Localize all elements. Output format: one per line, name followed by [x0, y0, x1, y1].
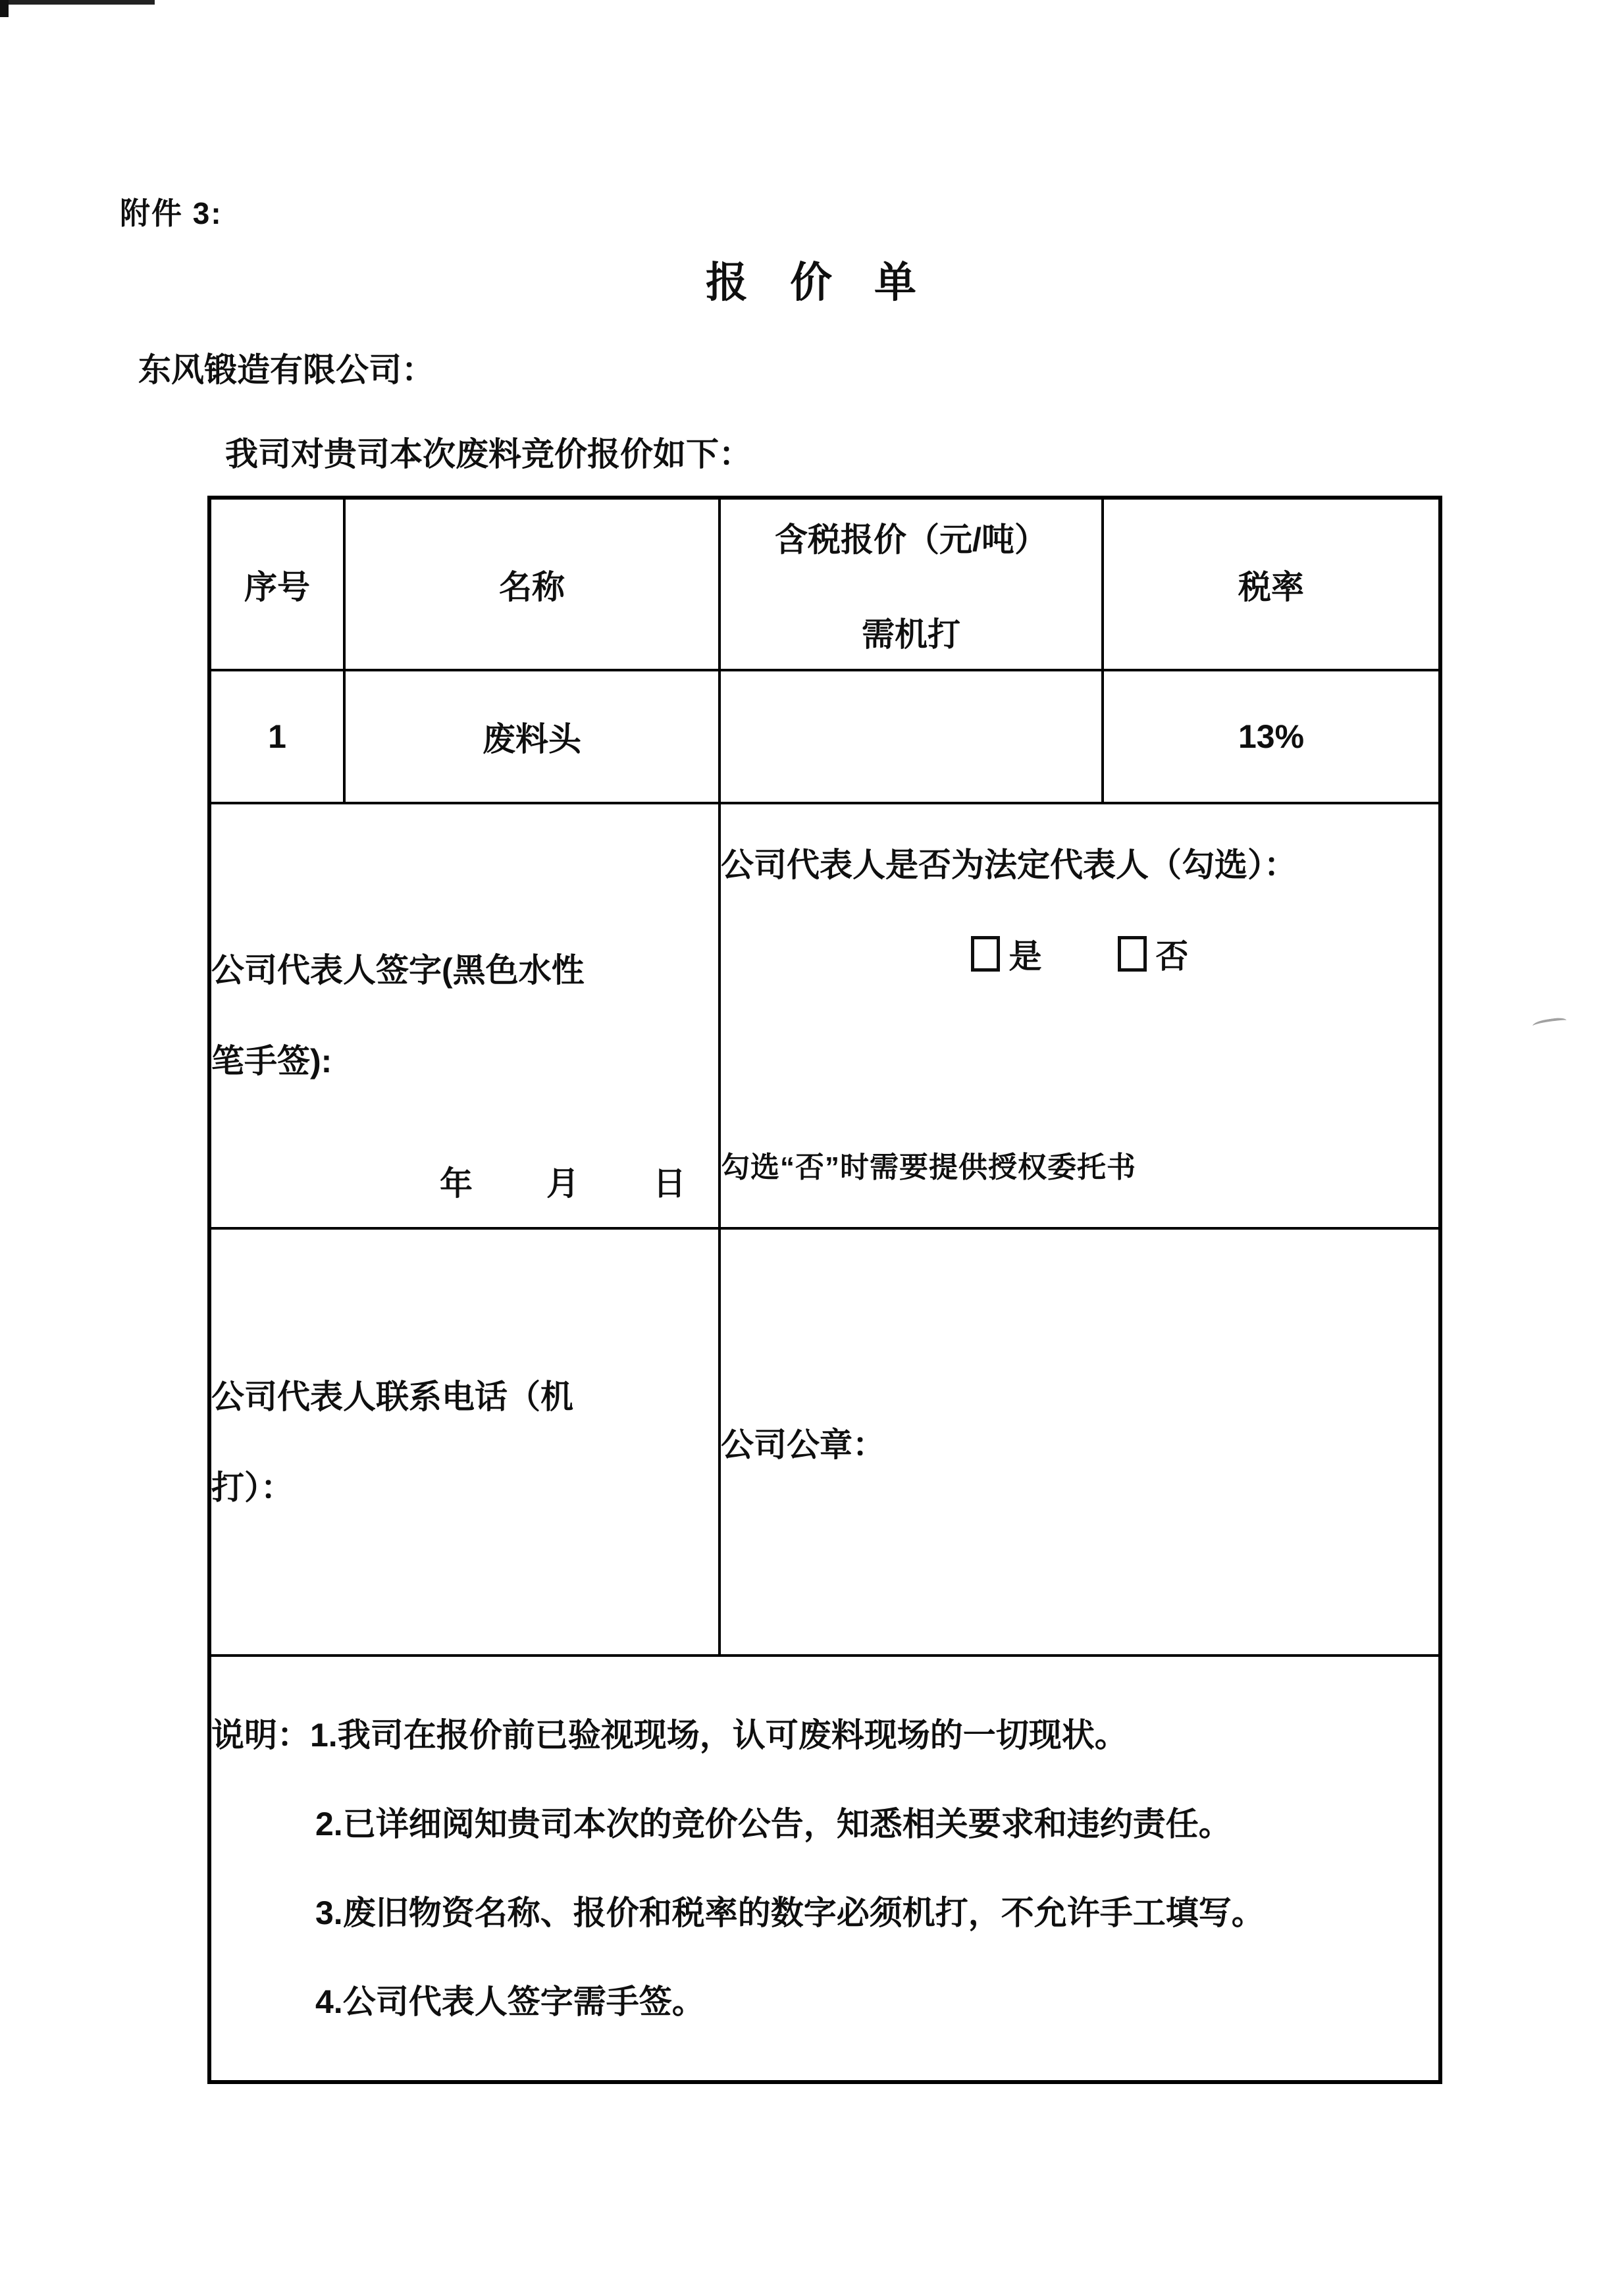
note-line-1: [211, 1691, 1438, 1780]
cell-tax-rate: 13%: [1103, 670, 1440, 803]
header-tax-rate: 税率: [1103, 498, 1440, 670]
checkbox-option-yes[interactable]: [971, 930, 1042, 978]
legal-rep-cell: [719, 803, 1440, 1228]
checkbox-yes-label: 是: [1008, 938, 1042, 975]
phone-cell: [209, 1228, 719, 1656]
signature-label-line1: 公司代表人签字(黑色水性: [211, 952, 585, 989]
intro-line: 我司对贵司本次废料竞价报价如下：: [225, 436, 752, 473]
cell-name: 废料头: [344, 670, 719, 803]
legal-rep-options: [721, 930, 1438, 978]
notes-label: 说明：: [211, 1716, 310, 1754]
phone-label-line1: 公司代表人联系电话（机: [211, 1378, 573, 1415]
checkbox-yes-box[interactable]: [971, 936, 1000, 972]
phone-seal-row: [209, 1228, 1440, 1656]
checkbox-no-label: 否: [1155, 938, 1189, 975]
addressee-line: 东风锻造有限公司：: [138, 352, 434, 388]
date-line: 年 月 日: [440, 1165, 689, 1202]
note-line-4: [315, 1958, 1438, 2047]
note-item-2: 2.已详细阅知贵司本次的竞价公告，知悉相关要求和违约责任。: [315, 1805, 1232, 1842]
header-price-line2: 需机打: [862, 615, 960, 653]
note-item-1: 1.我司在报价前已验视现场，认可废料现场的一切现状。: [310, 1716, 1128, 1754]
cell-index: 1: [209, 670, 344, 803]
company-seal-label: 公司公章：: [721, 1426, 885, 1463]
notes-row: [209, 1656, 1440, 2082]
page-title: 报 价 单: [706, 259, 916, 306]
note-line-2: [315, 1780, 1438, 1869]
signature-label-line2: 笔手签):: [211, 1043, 332, 1080]
checkbox-no-box[interactable]: [1118, 936, 1147, 972]
attachment-label: 附件 3:: [120, 196, 222, 230]
header-index: 序号: [209, 498, 344, 670]
header-name: 名称: [344, 498, 719, 670]
signature-cell: [209, 803, 719, 1228]
header-price: [719, 498, 1103, 670]
header-price-line1: 含税报价（元/吨）: [775, 521, 1047, 558]
company-seal-cell: [719, 1228, 1440, 1656]
cell-price-input-area[interactable]: [719, 670, 1103, 803]
legal-rep-note: 勾选“否”时需要提供授权委托书: [721, 1151, 1136, 1184]
note-line-3: [315, 1869, 1438, 1958]
signature-legal-row: [209, 803, 1440, 1228]
notes-cell: [209, 1656, 1440, 2082]
quotation-table: [207, 496, 1442, 2084]
scan-artifact-right-margin: [1532, 1016, 1567, 1030]
phone-label-line2: 打）：: [211, 1469, 294, 1506]
note-item-4: 4.公司代表人签字需手签。: [315, 1983, 705, 2020]
legal-rep-question: 公司代表人是否为法定代表人（勾选）：: [721, 847, 1297, 883]
scan-artifact-corner: [0, 0, 9, 17]
checkbox-option-no[interactable]: [1118, 930, 1189, 978]
table-header-row: [209, 498, 1440, 670]
table-row: [209, 670, 1440, 803]
scan-artifact-top-strip: [0, 0, 155, 5]
note-item-3: 3.废旧物资名称、报价和税率的数字必须机打，不允许手工填写。: [315, 1894, 1265, 1931]
